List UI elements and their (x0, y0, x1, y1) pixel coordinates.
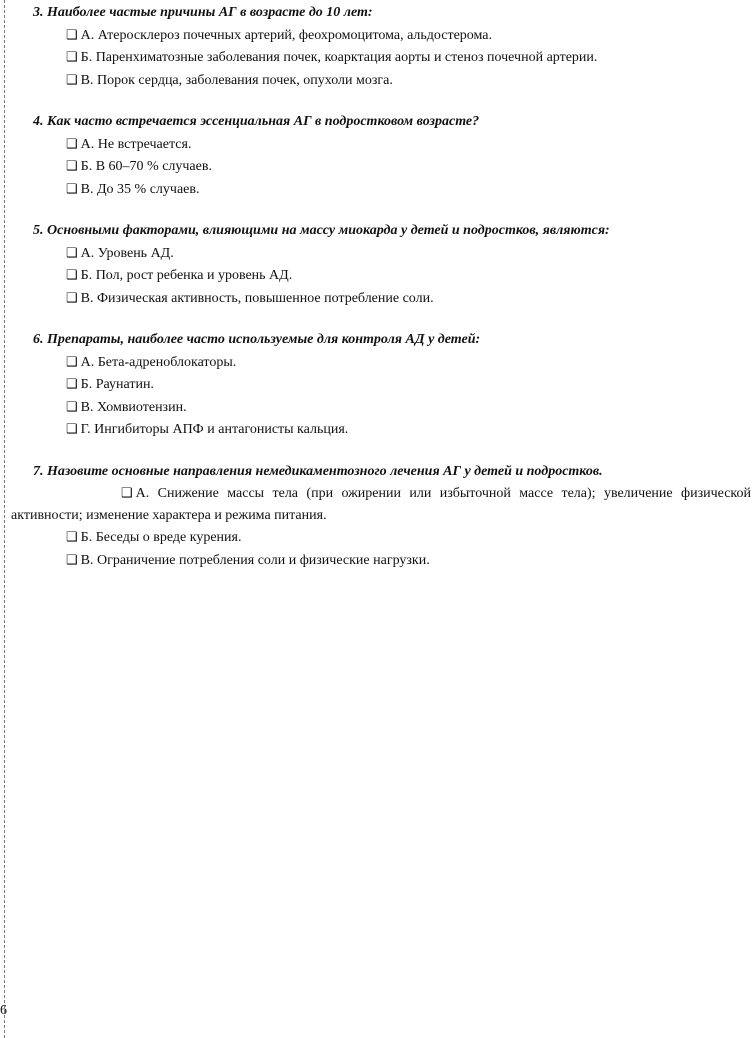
page-number: 6 (0, 1003, 7, 1018)
checkbox-icon[interactable]: ❑ (66, 244, 78, 260)
option-label: Б. Пол, рост ребенка и уровень АД. (80, 268, 293, 283)
answer-option-b[interactable] (11, 46, 751, 69)
checkbox-icon[interactable]: ❑ (66, 180, 78, 196)
question-4 (11, 111, 751, 200)
answer-option-c[interactable] (11, 287, 751, 310)
option-label: В. Ограничение потребления соли и физические нагрузки. (80, 552, 430, 568)
answer-option-c[interactable] (11, 69, 751, 92)
question-6 (11, 329, 751, 441)
question-title: 6. Препараты, наиболее часто используемые для контроля АД у детей: (33, 332, 481, 347)
option-label: Б. В 60–70 % случаев. (80, 159, 212, 174)
option-label: Б. Паренхиматозные заболевания почек, коарктация аорты и стеноз почечной артерии. (80, 50, 598, 65)
answer-option-a[interactable] (11, 242, 751, 265)
option-label: Г. Ингибиторы АПФ и антагонисты кальция. (80, 422, 349, 437)
checkbox-icon[interactable]: ❑ (66, 551, 78, 567)
checkbox-icon[interactable]: ❑ (66, 158, 78, 173)
option-label: В. Хомвиотензин. (80, 399, 187, 415)
checkbox-icon[interactable]: ❑ (66, 49, 78, 64)
checkbox-icon[interactable]: ❑ (66, 398, 78, 414)
option-label: Б. Раунатин. (80, 377, 154, 392)
question-7 (11, 461, 751, 572)
answer-option-a[interactable] (11, 351, 751, 374)
option-label: А. Снижение массы тела (при ожирении или избыточной массе тела); увеличение физической активности; изменение характера и режима питания. (11, 486, 751, 523)
checkbox-icon[interactable]: ❑ (121, 485, 133, 500)
question-title: 4. Как часто встречается эссенциальная АГ в подростковом возрасте? (33, 114, 480, 129)
option-label: В. Физическая активность, повышенное потребление соли. (80, 290, 434, 306)
checkbox-icon[interactable]: ❑ (66, 376, 78, 391)
answer-option-c[interactable] (11, 549, 751, 572)
checkbox-icon[interactable]: ❑ (66, 421, 78, 436)
question-list (11, 2, 751, 591)
answer-option-b[interactable] (11, 526, 751, 549)
answer-option-c[interactable] (11, 396, 751, 419)
checkbox-icon[interactable]: ❑ (66, 529, 78, 544)
question-3 (11, 2, 751, 91)
checkbox-icon[interactable]: ❑ (66, 267, 78, 282)
option-label: А. Не встречается. (80, 136, 192, 152)
checkbox-icon[interactable]: ❑ (66, 135, 78, 151)
option-label: А. Бета-адреноблокаторы. (80, 354, 237, 370)
answer-option-a[interactable] (11, 24, 751, 47)
option-label: А. Атеросклероз почечных артерий, феохромоцитома, альдостерома. (80, 27, 493, 43)
checkbox-icon[interactable]: ❑ (66, 289, 78, 305)
option-label: В. Порок сердца, заболевания почек, опухоли мозга. (80, 72, 393, 88)
answer-option-b[interactable] (11, 264, 751, 287)
question-title: 3. Наиболее частые причины АГ в возрасте до 10 лет: (33, 5, 373, 20)
answer-option-c[interactable] (11, 178, 751, 201)
option-label: А. Уровень АД. (80, 245, 174, 261)
question-5 (11, 220, 751, 309)
answer-option-b[interactable] (11, 373, 751, 396)
cut-line-divider (4, 0, 5, 1038)
question-title: 7. Назовите основные направления немедикаментозного лечения АГ у детей и подростков. (33, 463, 603, 479)
checkbox-icon[interactable]: ❑ (66, 26, 78, 42)
answer-option-a[interactable] (11, 133, 751, 156)
option-label: В. До 35 % случаев. (80, 181, 200, 197)
option-label: Б. Беседы о вреде курения. (80, 530, 242, 545)
answer-option-a[interactable] (11, 482, 751, 526)
answer-option-b[interactable] (11, 155, 751, 178)
question-title: 5. Основными факторами, влияющими на массу миокарда у детей и подростков, являются: (33, 223, 610, 238)
checkbox-icon[interactable]: ❑ (66, 71, 78, 87)
checkbox-icon[interactable]: ❑ (66, 353, 78, 369)
answer-option-d[interactable] (11, 418, 751, 441)
